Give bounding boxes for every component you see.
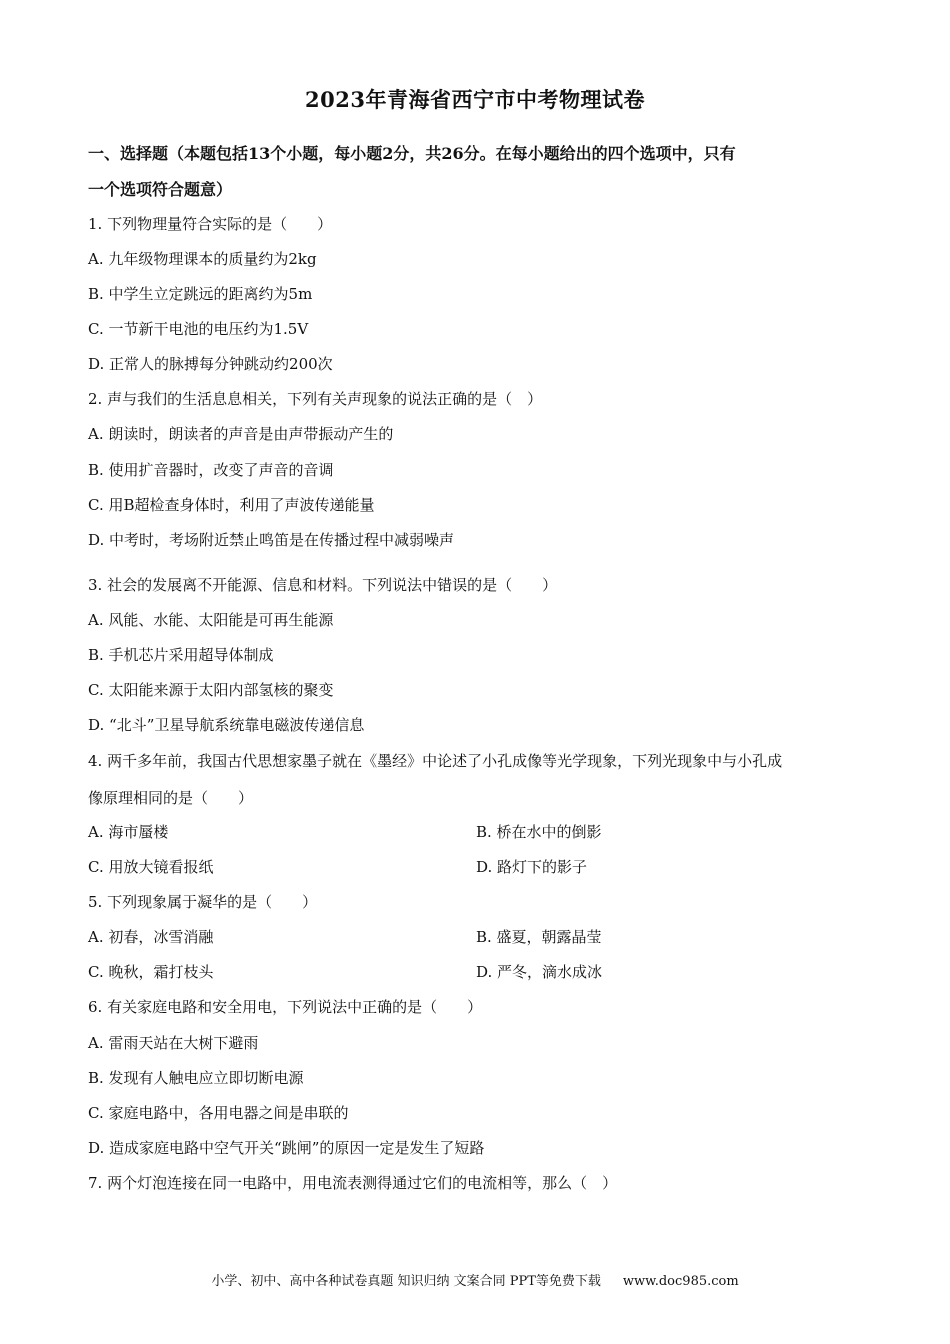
question-5-option-a: A. 初春，冰雪消融 <box>88 928 214 946</box>
question-3-stem: 3. 社会的发展离不开能源、信息和材料。下列说法中错误的是（ ） <box>88 576 558 594</box>
question-2-stem: 2. 声与我们的生活息息相关，下列有关声现象的说法正确的是（ ） <box>88 390 543 408</box>
section-heading-line1: 一、选择题（本题包括13个小题，每小题2分，共26分。在每小题给出的四个选项中，只有 <box>88 144 736 163</box>
question-5-stem: 5. 下列现象属于凝华的是（ ） <box>88 893 318 911</box>
question-4-stem-line2: 像原理相同的是（ ） <box>88 789 254 807</box>
question-2-option-a: A. 朗读时，朗读者的声音是由声带振动产生的 <box>88 425 394 443</box>
question-3-option-b: B. 手机芯片采用超导体制成 <box>88 646 274 664</box>
question-3-option-a: A. 风能、水能、太阳能是可再生能源 <box>88 611 334 629</box>
question-1-option-a: A. 九年级物理课本的质量约为2kg <box>88 250 317 268</box>
question-1-option-b: B. 中学生立定跳远的距离约为5m <box>88 285 313 303</box>
question-1-stem: 1. 下列物理量符合实际的是（ ） <box>88 215 333 233</box>
footer-url: www.doc985.com <box>622 1274 739 1289</box>
question-2-option-b: B. 使用扩音器时，改变了声音的音调 <box>88 461 334 479</box>
section-heading <box>88 136 878 208</box>
question-7-stem: 7. 两个灯泡连接在同一电路中，用电流表测得通过它们的电流相等，那么（ ） <box>88 1174 618 1192</box>
question-4-stem-line1: 4. 两千多年前，我国古代思想家墨子就在《墨经》中论述了小孔成像等光学现象，下列光现象中与小孔成 <box>88 752 783 770</box>
question-1-option-d: D. 正常人的脉搏每分钟跳动约200次 <box>88 355 333 373</box>
question-6-option-b: B. 发现有人触电应立即切断电源 <box>88 1069 304 1087</box>
question-2-option-d: D. 中考时，考场附近禁止鸣笛是在传播过程中减弱噪声 <box>88 531 455 549</box>
question-4-option-b: B. 桥在水中的倒影 <box>476 823 602 841</box>
question-3-option-d: D. “北斗”卫星导航系统靠电磁波传递信息 <box>88 716 365 734</box>
section-heading-line2: 一个选项符合题意） <box>88 180 233 199</box>
question-5-option-b: B. 盛夏，朝露晶莹 <box>476 928 602 946</box>
question-1-option-c: C. 一节新干电池的电压约为1.5V <box>88 320 309 338</box>
question-4-option-d: D. 路灯下的影子 <box>476 858 588 876</box>
question-3-option-c: C. 太阳能来源于太阳内部氢核的聚变 <box>88 681 334 699</box>
question-5-option-d: D. 严冬，滴水成冰 <box>476 963 603 981</box>
question-6-option-d: D. 造成家庭电路中空气开关“跳闸”的原因一定是发生了短路 <box>88 1139 485 1157</box>
question-6-stem: 6. 有关家庭电路和安全用电，下列说法中正确的是（ ） <box>88 998 483 1016</box>
question-5-option-c: C. 晚秋，霜打枝头 <box>88 963 214 981</box>
page-footer <box>0 1270 950 1289</box>
question-2-option-c: C. 用B超检查身体时，利用了声波传递能量 <box>88 496 375 514</box>
exam-title: 2023年青海省西宁市中考物理试卷 <box>305 87 645 112</box>
question-4-option-c: C. 用放大镜看报纸 <box>88 858 214 876</box>
question-6-option-c: C. 家庭电路中，各用电器之间是串联的 <box>88 1104 349 1122</box>
question-4-option-a: A. 海市蜃楼 <box>88 823 169 841</box>
question-6-option-a: A. 雷雨天站在大树下避雨 <box>88 1034 259 1052</box>
footer-text: 小学、初中、高中各种试卷真题 知识归纳 文案合同 PPT等免费下载 <box>211 1274 601 1289</box>
